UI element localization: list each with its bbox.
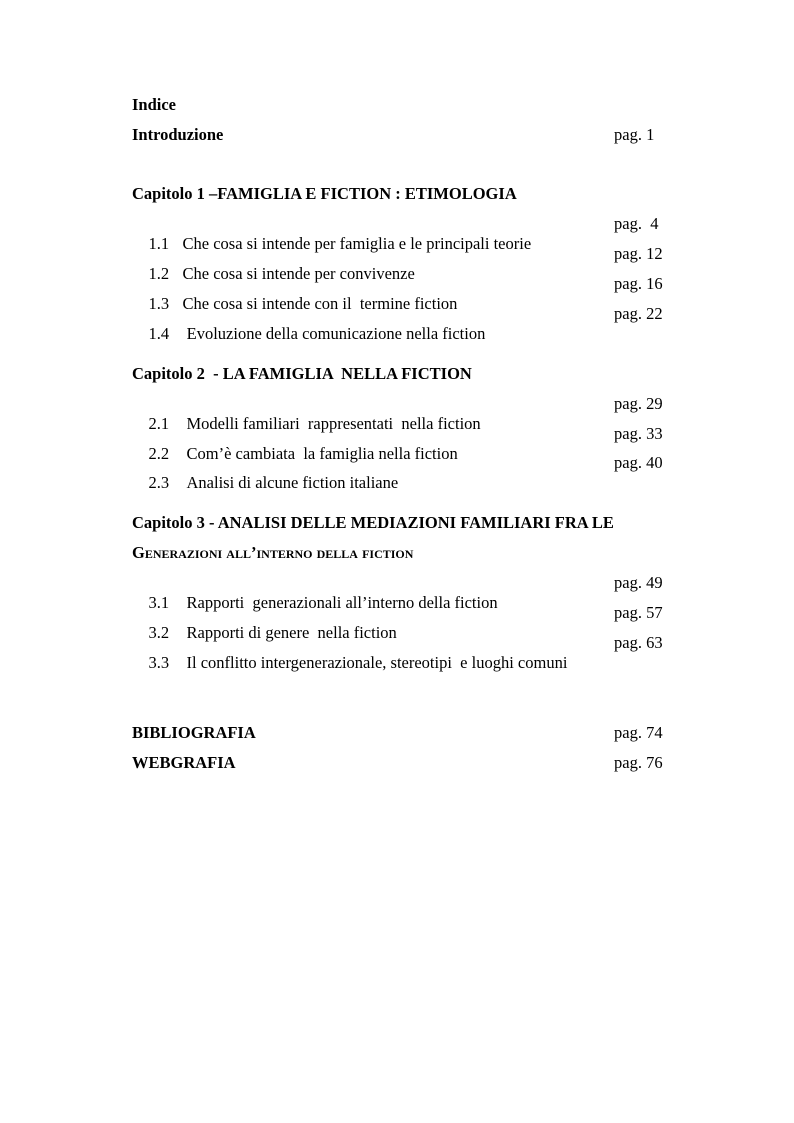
entry-number: 2.3 bbox=[148, 473, 170, 492]
entry-number: 2.1 bbox=[148, 414, 170, 433]
toc-intro-label: Introduzione bbox=[132, 125, 224, 144]
entry-number: 2.2 bbox=[148, 444, 170, 463]
entry-number: 1.4 bbox=[148, 324, 170, 343]
entry-title: Com’è cambiata la famiglia nella fiction bbox=[186, 444, 458, 463]
entry-page: pag. 4 bbox=[614, 214, 659, 233]
webgrafia-page: pag. 76 bbox=[614, 753, 663, 772]
entry-page: pag. 29 bbox=[614, 394, 663, 413]
entry-page: pag. 16 bbox=[614, 274, 663, 293]
toc-entry bbox=[132, 304, 485, 364]
entry-title: Che cosa si intende per famiglia e le principali teorie bbox=[182, 234, 532, 253]
toc-entry bbox=[132, 633, 567, 693]
entry-number: 1.2 bbox=[148, 264, 170, 283]
toc-title: Indice bbox=[132, 95, 177, 114]
entry-title: Modelli familiari rappresentati nella fiction bbox=[186, 414, 481, 433]
bibliografia-label: BIBLIOGRAFIA bbox=[132, 723, 256, 742]
entry-page: pag. 12 bbox=[614, 244, 663, 263]
entry-title: Rapporti di genere nella fiction bbox=[186, 623, 397, 642]
entry-number: 3.2 bbox=[148, 623, 170, 642]
entry-title: Evoluzione della comunicazione nella fiction bbox=[182, 324, 486, 343]
entry-number: 3.3 bbox=[148, 653, 170, 672]
toc-intro-page: pag. 1 bbox=[614, 125, 655, 144]
entry-page: pag. 22 bbox=[614, 304, 663, 323]
entry-page: pag. 33 bbox=[614, 424, 663, 443]
entry-title: Analisi di alcune fiction italiane bbox=[186, 473, 399, 492]
entry-number: 1.1 bbox=[148, 234, 170, 253]
entry-title: Che cosa si intende con il termine fiction bbox=[182, 294, 458, 313]
chapter-2-heading: Capitolo 2 - LA FAMIGLIA NELLA FICTION bbox=[132, 364, 472, 383]
chapter-3-heading: Capitolo 3 - ANALISI DELLE MEDIAZIONI FAMILIARI FRA LE bbox=[132, 513, 614, 532]
bibliografia-page: pag. 74 bbox=[614, 723, 663, 742]
chapter-3-heading-continued: Generazioni all’interno della fiction bbox=[132, 543, 414, 562]
entry-title: Rapporti generazionali all’interno della fiction bbox=[186, 593, 498, 612]
entry-title: Che cosa si intende per convivenze bbox=[182, 264, 415, 283]
entry-title: Il conflitto intergenerazionale, stereotipi e luoghi comuni bbox=[186, 653, 568, 672]
entry-page: pag. 57 bbox=[614, 603, 663, 622]
entry-page: pag. 49 bbox=[614, 573, 663, 592]
chapter-1-heading: Capitolo 1 –FAMIGLIA E FICTION : ETIMOLOGIA bbox=[132, 184, 517, 203]
entry-number: 1.3 bbox=[148, 294, 170, 313]
webgrafia-label: WEBGRAFIA bbox=[132, 753, 236, 772]
toc-entry bbox=[132, 453, 398, 513]
entry-page: pag. 40 bbox=[614, 453, 663, 472]
entry-page: pag. 63 bbox=[614, 633, 663, 652]
entry-number: 3.1 bbox=[148, 593, 170, 612]
